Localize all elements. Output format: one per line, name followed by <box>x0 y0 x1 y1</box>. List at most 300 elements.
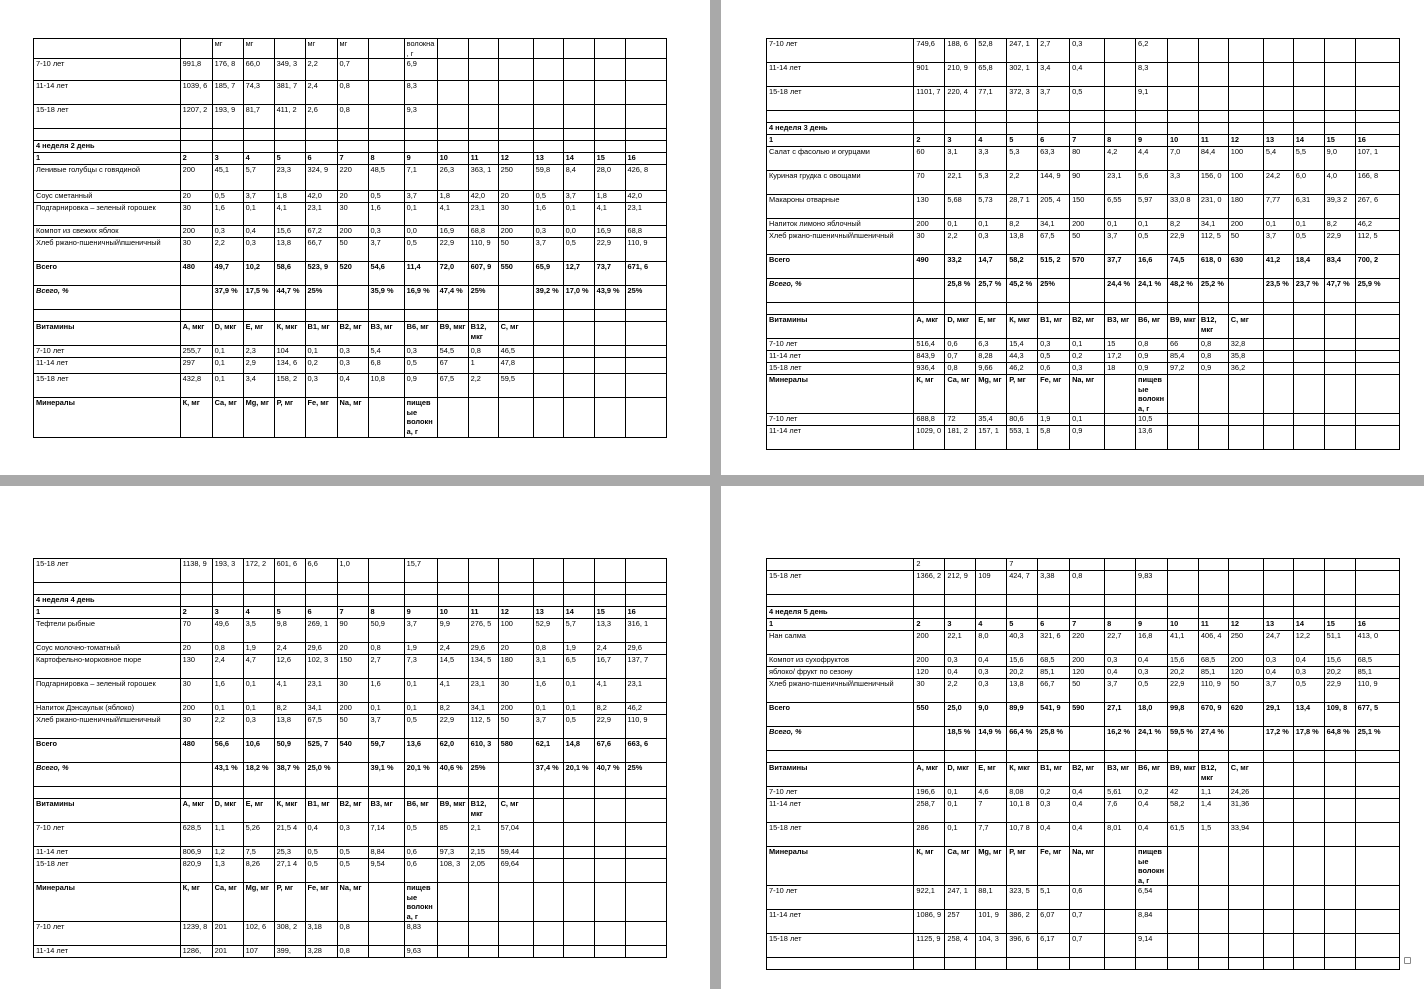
table-cell[interactable] <box>1105 607 1136 619</box>
table-cell[interactable]: 33,0 8 <box>1167 195 1198 219</box>
table-cell[interactable] <box>1293 351 1324 363</box>
table-cell[interactable]: 59,5 <box>498 374 533 398</box>
table-cell[interactable]: 1,8 <box>594 191 625 203</box>
table-cell[interactable]: 200 <box>180 226 212 238</box>
table-cell[interactable]: 22,9 <box>594 715 625 739</box>
table-cell[interactable] <box>498 787 533 799</box>
table-cell[interactable] <box>1324 607 1355 619</box>
table-cell[interactable]: 0,7 <box>1070 910 1105 934</box>
table-cell[interactable]: 269, 1 <box>305 619 337 643</box>
table-cell[interactable] <box>337 763 368 787</box>
table-cell[interactable] <box>368 883 404 922</box>
table-cell[interactable]: В9, мкг <box>437 322 468 346</box>
table-cell[interactable]: 112, 5 <box>468 715 498 739</box>
table-cell[interactable]: 2,7 <box>368 655 404 679</box>
table-cell[interactable]: 0,3 <box>533 226 563 238</box>
table-cell[interactable]: 12,2 <box>1293 631 1324 655</box>
table-cell[interactable] <box>945 303 976 315</box>
table-cell[interactable] <box>437 310 468 322</box>
table-cell[interactable] <box>1007 303 1038 315</box>
table-cell[interactable]: 59,44 <box>498 847 533 859</box>
table-cell[interactable]: 99,8 <box>1167 703 1198 727</box>
table-cell[interactable]: 316, 1 <box>625 619 666 643</box>
table-cell[interactable] <box>1263 958 1293 970</box>
table-cell[interactable]: Нан салма <box>767 631 914 655</box>
table-cell[interactable]: 30 <box>180 203 212 226</box>
table-cell[interactable] <box>1167 111 1198 123</box>
table-cell[interactable]: Витамины <box>767 763 914 787</box>
table-cell[interactable]: 22,9 <box>594 238 625 262</box>
table-cell[interactable] <box>1293 823 1324 847</box>
table-cell[interactable]: К, мкг <box>274 799 305 823</box>
table-cell[interactable] <box>337 141 368 153</box>
table-cell[interactable] <box>914 111 945 123</box>
table-cell[interactable]: 18 <box>1105 363 1136 375</box>
table-cell[interactable]: 5 <box>1007 135 1038 147</box>
table-cell[interactable] <box>437 39 468 59</box>
table-cell[interactable]: 363, 1 <box>468 165 498 191</box>
table-cell[interactable]: 8,28 <box>976 351 1007 363</box>
table-cell[interactable]: Е, мг <box>976 315 1007 339</box>
table-cell[interactable]: 372, 3 <box>1007 87 1038 111</box>
table-cell[interactable]: 1125, 9 <box>914 934 945 958</box>
table-cell[interactable]: В6, мг <box>404 322 437 346</box>
table-cell[interactable] <box>274 583 305 595</box>
table-cell[interactable] <box>1293 426 1324 450</box>
table-cell[interactable] <box>243 310 274 322</box>
table-cell[interactable]: 22,9 <box>1167 231 1198 255</box>
table-cell[interactable]: 620 <box>1228 703 1263 727</box>
table-cell[interactable]: 936,4 <box>914 363 945 375</box>
table-cell[interactable] <box>1263 363 1293 375</box>
table-cell[interactable] <box>498 398 533 437</box>
table-cell[interactable] <box>212 129 243 141</box>
table-cell[interactable]: 1,4 <box>1198 799 1228 823</box>
table-cell[interactable] <box>1355 958 1399 970</box>
table-cell[interactable]: яблоко/ фрукт по сезону <box>767 667 914 679</box>
table-cell[interactable] <box>1228 751 1263 763</box>
table-cell[interactable]: 0,1 <box>212 703 243 715</box>
table-cell[interactable]: 7,0 <box>1167 147 1198 171</box>
table-cell[interactable]: 0,3 <box>212 226 243 238</box>
resize-handle-icon[interactable] <box>1404 957 1411 964</box>
table-cell[interactable]: 67,6 <box>594 739 625 763</box>
table-cell[interactable]: Р, мг <box>1007 847 1038 886</box>
table-cell[interactable]: 663, 6 <box>625 739 666 763</box>
table-cell[interactable] <box>498 595 533 607</box>
table-cell[interactable] <box>1263 910 1293 934</box>
table-cell[interactable]: 66 <box>1167 339 1198 351</box>
table-cell[interactable] <box>563 374 594 398</box>
table-cell[interactable]: 6,55 <box>1105 195 1136 219</box>
table-cell[interactable]: 3 <box>212 607 243 619</box>
table-cell[interactable]: 35,8 <box>1228 351 1263 363</box>
table-cell[interactable]: 922,1 <box>914 886 945 910</box>
table-cell[interactable]: Са, мг <box>945 847 976 886</box>
table-cell[interactable] <box>1355 351 1399 363</box>
table-cell[interactable]: 45,1 <box>212 165 243 191</box>
table-cell[interactable]: 6,54 <box>1136 886 1168 910</box>
table-cell[interactable]: 220 <box>337 165 368 191</box>
table-cell[interactable]: 0,4 <box>1070 63 1105 87</box>
table-cell[interactable]: 25% <box>625 286 666 310</box>
table-cell[interactable]: 0,1 <box>404 679 437 703</box>
table-cell[interactable] <box>1105 934 1136 958</box>
table-cell[interactable]: 411, 2 <box>274 105 305 129</box>
table-cell[interactable]: 0,8 <box>337 81 368 105</box>
table-cell[interactable] <box>1228 111 1263 123</box>
table-cell[interactable]: 0,5 <box>533 191 563 203</box>
table-cell[interactable] <box>243 787 274 799</box>
table-cell[interactable]: 185, 7 <box>212 81 243 105</box>
table-cell[interactable] <box>1228 426 1263 450</box>
table-cell[interactable]: 2,1 <box>468 823 498 847</box>
table-cell[interactable]: 3,7 <box>1105 679 1136 703</box>
table-cell[interactable]: 5,6 <box>1136 171 1168 195</box>
table-cell[interactable]: 52,9 <box>533 619 563 643</box>
table-cell[interactable]: 7-10 лет <box>767 39 914 63</box>
table-cell[interactable]: 68,8 <box>468 226 498 238</box>
table-cell[interactable] <box>563 346 594 358</box>
table-cell[interactable]: 541, 9 <box>1038 703 1070 727</box>
table-cell[interactable] <box>1198 87 1228 111</box>
table-cell[interactable] <box>498 105 533 129</box>
table-cell[interactable]: 5,5 <box>1293 147 1324 171</box>
table-cell[interactable] <box>212 141 243 153</box>
table-cell[interactable]: 2,4 <box>305 81 337 105</box>
table-cell[interactable]: пищевые волокна, г <box>1136 847 1168 886</box>
table-cell[interactable]: Напиток Дэнсаулык (яблоко) <box>34 703 181 715</box>
table-cell[interactable] <box>625 141 666 153</box>
table-cell[interactable] <box>1293 39 1324 63</box>
table-cell[interactable] <box>1263 847 1293 886</box>
table-cell[interactable]: 0,4 <box>305 823 337 847</box>
table-cell[interactable]: 3,7 <box>368 715 404 739</box>
table-cell[interactable]: 37,4 % <box>533 763 563 787</box>
table-cell[interactable] <box>1263 763 1293 787</box>
table-cell[interactable] <box>368 141 404 153</box>
table-cell[interactable] <box>468 39 498 59</box>
table-cell[interactable] <box>1293 607 1324 619</box>
table-cell[interactable]: Mg, мг <box>976 847 1007 886</box>
table-cell[interactable] <box>305 129 337 141</box>
table-cell[interactable]: Na, мг <box>1070 847 1105 886</box>
table-cell[interactable] <box>625 883 666 922</box>
table-cell[interactable]: 1,9 <box>404 643 437 655</box>
table-cell[interactable]: 0,3 <box>1105 655 1136 667</box>
table-cell[interactable] <box>1324 595 1355 607</box>
table-cell[interactable]: 47,7 % <box>1324 279 1355 303</box>
table-cell[interactable] <box>1105 571 1136 595</box>
table-cell[interactable]: 0,4 <box>1263 667 1293 679</box>
table-cell[interactable]: 5,97 <box>1136 195 1168 219</box>
table-cell[interactable]: 205, 4 <box>1038 195 1070 219</box>
table-cell[interactable]: 8,26 <box>243 859 274 883</box>
table-cell[interactable]: 101, 9 <box>976 910 1007 934</box>
table-cell[interactable]: 58,2 <box>1007 255 1038 279</box>
table-cell[interactable] <box>180 595 212 607</box>
table-cell[interactable]: 580 <box>498 739 533 763</box>
table-cell[interactable] <box>594 559 625 583</box>
table-cell[interactable]: 50 <box>1070 231 1105 255</box>
table-cell[interactable]: 33,2 <box>945 255 976 279</box>
table-cell[interactable]: 1 <box>767 619 914 631</box>
table-cell[interactable]: 44,3 <box>1007 351 1038 363</box>
table-cell[interactable] <box>594 859 625 883</box>
table-cell[interactable]: 16,9 <box>437 226 468 238</box>
table-cell[interactable] <box>1355 111 1399 123</box>
table-cell[interactable]: 120 <box>1228 667 1263 679</box>
table-cell[interactable]: В6, мг <box>404 799 437 823</box>
table-cell[interactable]: 297 <box>180 358 212 374</box>
table-cell[interactable]: 30 <box>337 679 368 703</box>
table-cell[interactable]: 0,1 <box>243 679 274 703</box>
table-cell[interactable] <box>625 310 666 322</box>
table-cell[interactable] <box>945 559 976 571</box>
table-cell[interactable]: 5,4 <box>368 346 404 358</box>
table-cell[interactable] <box>437 398 468 437</box>
table-cell[interactable] <box>1293 847 1324 886</box>
table-cell[interactable]: 0,1 <box>404 703 437 715</box>
table-cell[interactable] <box>533 583 563 595</box>
table-cell[interactable] <box>594 81 625 105</box>
table-cell[interactable] <box>437 946 468 958</box>
table-cell[interactable] <box>1324 87 1355 111</box>
table-cell[interactable]: 54,6 <box>368 262 404 286</box>
table-cell[interactable]: Е, мг <box>243 322 274 346</box>
table-cell[interactable]: 3,38 <box>1038 571 1070 595</box>
table-cell[interactable]: 11-14 лет <box>767 910 914 934</box>
table-cell[interactable] <box>594 59 625 81</box>
table-cell[interactable]: 15,6 <box>1007 655 1038 667</box>
table-cell[interactable] <box>1263 886 1293 910</box>
table-cell[interactable] <box>1355 934 1399 958</box>
table-cell[interactable]: 1,9 <box>243 643 274 655</box>
table-cell[interactable]: 0,1 <box>212 374 243 398</box>
table-cell[interactable]: 23,1 <box>468 203 498 226</box>
table-cell[interactable]: 2,05 <box>468 859 498 883</box>
table-cell[interactable] <box>305 595 337 607</box>
table-cell[interactable]: 8,01 <box>1105 823 1136 847</box>
table-cell[interactable]: В1, мг <box>1038 763 1070 787</box>
table-cell[interactable]: 67,5 <box>305 715 337 739</box>
table-cell[interactable]: 16,2 % <box>1105 727 1136 751</box>
table-cell[interactable]: 2,9 <box>243 358 274 374</box>
table-cell[interactable]: 26,3 <box>437 165 468 191</box>
table-cell[interactable] <box>1324 111 1355 123</box>
table-cell[interactable] <box>1263 39 1293 63</box>
table-cell[interactable]: 0,6 <box>404 859 437 883</box>
table-cell[interactable] <box>1007 958 1038 970</box>
table-cell[interactable]: 1,1 <box>212 823 243 847</box>
table-cell[interactable] <box>498 286 533 310</box>
table-cell[interactable] <box>212 583 243 595</box>
table-cell[interactable]: В12, мкг <box>468 322 498 346</box>
table-cell[interactable]: В3, мг <box>368 799 404 823</box>
table-cell[interactable] <box>1198 595 1228 607</box>
table-cell[interactable] <box>1263 351 1293 363</box>
table-cell[interactable]: 247, 1 <box>1007 39 1038 63</box>
table-cell[interactable]: 1,2 <box>212 847 243 859</box>
table-cell[interactable]: 671, 6 <box>625 262 666 286</box>
table-cell[interactable] <box>1324 847 1355 886</box>
table-cell[interactable] <box>563 129 594 141</box>
table-cell[interactable]: 628,5 <box>180 823 212 847</box>
table-cell[interactable] <box>563 39 594 59</box>
table-cell[interactable]: 15-18 лет <box>767 571 914 595</box>
table-cell[interactable]: мг <box>212 39 243 59</box>
table-cell[interactable]: 258, 4 <box>945 934 976 958</box>
table-cell[interactable] <box>1355 571 1399 595</box>
table-cell[interactable]: 2,6 <box>305 105 337 129</box>
table-cell[interactable]: В9, мкг <box>1167 315 1198 339</box>
table-cell[interactable] <box>1324 787 1355 799</box>
table-cell[interactable]: 108, 3 <box>437 859 468 883</box>
table-cell[interactable]: 0,1 <box>945 799 976 823</box>
table-cell[interactable] <box>1293 315 1324 339</box>
table-cell[interactable]: 5 <box>274 153 305 165</box>
table-cell[interactable]: Mg, мг <box>243 398 274 437</box>
table-cell[interactable] <box>437 105 468 129</box>
table-cell[interactable]: 8,2 <box>1324 219 1355 231</box>
table-cell[interactable]: 11-14 лет <box>34 847 181 859</box>
table-cell[interactable] <box>914 751 945 763</box>
table-cell[interactable]: 90 <box>337 619 368 643</box>
table-cell[interactable]: В1, мг <box>305 322 337 346</box>
table-cell[interactable] <box>437 59 468 81</box>
table-cell[interactable] <box>1105 87 1136 111</box>
table-cell[interactable] <box>1105 886 1136 910</box>
table-cell[interactable] <box>34 787 181 799</box>
table-cell[interactable]: 11-14 лет <box>767 351 914 363</box>
table-cell[interactable] <box>437 129 468 141</box>
table-cell[interactable] <box>1263 595 1293 607</box>
table-cell[interactable] <box>404 129 437 141</box>
table-cell[interactable]: 0,8 <box>945 363 976 375</box>
table-cell[interactable]: 25,8 % <box>1038 727 1070 751</box>
table-cell[interactable] <box>180 286 212 310</box>
table-cell[interactable] <box>594 883 625 922</box>
table-cell[interactable]: 7,6 <box>1105 799 1136 823</box>
table-cell[interactable] <box>1136 595 1168 607</box>
table-cell[interactable]: 83,4 <box>1324 255 1355 279</box>
table-cell[interactable] <box>533 859 563 883</box>
table-cell[interactable] <box>1198 39 1228 63</box>
table-cell[interactable]: В6, мг <box>1136 763 1168 787</box>
table-cell[interactable]: 14,5 <box>437 655 468 679</box>
table-cell[interactable] <box>498 81 533 105</box>
table-cell[interactable] <box>1324 375 1355 414</box>
table-cell[interactable]: 0,9 <box>1198 363 1228 375</box>
table-cell[interactable] <box>34 583 181 595</box>
table-cell[interactable] <box>533 81 563 105</box>
table-cell[interactable]: пищевые волокна, г <box>404 883 437 922</box>
table-cell[interactable]: В3, мг <box>1105 315 1136 339</box>
table-cell[interactable]: 3,7 <box>1105 231 1136 255</box>
table-cell[interactable] <box>1293 339 1324 351</box>
table-cell[interactable]: 24,4 % <box>1105 279 1136 303</box>
table-cell[interactable] <box>594 799 625 823</box>
table-cell[interactable] <box>337 583 368 595</box>
table-cell[interactable]: 46,2 <box>1007 363 1038 375</box>
table-cell[interactable] <box>368 946 404 958</box>
table-cell[interactable]: Всего <box>34 262 181 286</box>
table-cell[interactable]: 13,8 <box>274 715 305 739</box>
table-cell[interactable] <box>533 787 563 799</box>
table-cell[interactable]: 62,0 <box>437 739 468 763</box>
table-cell[interactable] <box>404 310 437 322</box>
table-cell[interactable]: Fe, мг <box>1038 375 1070 414</box>
table-cell[interactable] <box>498 559 533 583</box>
table-cell[interactable]: 181, 2 <box>945 426 976 450</box>
table-cell[interactable] <box>1355 39 1399 63</box>
table-cell[interactable] <box>1007 751 1038 763</box>
table-cell[interactable] <box>1324 559 1355 571</box>
table-cell[interactable]: 7-10 лет <box>34 823 181 847</box>
table-cell[interactable]: 618, 0 <box>1198 255 1228 279</box>
table-cell[interactable] <box>625 322 666 346</box>
table-cell[interactable]: 1366, 2 <box>914 571 945 595</box>
table-cell[interactable]: 134, 6 <box>274 358 305 374</box>
table-cell[interactable]: 8 <box>1105 619 1136 631</box>
table-cell[interactable]: С, мг <box>498 799 533 823</box>
table-cell[interactable] <box>498 763 533 787</box>
table-cell[interactable] <box>625 823 666 847</box>
table-cell[interactable]: В6, мг <box>1136 315 1168 339</box>
table-cell[interactable]: 56,6 <box>212 739 243 763</box>
table-cell[interactable] <box>1324 123 1355 135</box>
table-cell[interactable] <box>594 310 625 322</box>
table-cell[interactable]: 8,2 <box>594 703 625 715</box>
table-cell[interactable] <box>594 374 625 398</box>
table-cell[interactable] <box>1167 63 1198 87</box>
table-cell[interactable]: 0,1 <box>1105 219 1136 231</box>
table-cell[interactable]: 0,5 <box>404 715 437 739</box>
table-cell[interactable]: 25,9 % <box>1355 279 1399 303</box>
table-cell[interactable]: 0,3 <box>337 358 368 374</box>
table-cell[interactable]: 48,5 <box>368 165 404 191</box>
table-cell[interactable]: 85,1 <box>1355 667 1399 679</box>
table-cell[interactable]: 11 <box>468 153 498 165</box>
table-cell[interactable]: 100 <box>498 619 533 643</box>
table-cell[interactable]: 14,9 % <box>976 727 1007 751</box>
table-cell[interactable]: 15-18 лет <box>767 87 914 111</box>
table-cell[interactable] <box>1105 847 1136 886</box>
table-cell[interactable] <box>767 595 914 607</box>
table-cell[interactable] <box>404 583 437 595</box>
table-cell[interactable] <box>1198 303 1228 315</box>
table-cell[interactable] <box>533 398 563 437</box>
table-cell[interactable]: 7,5 <box>243 847 274 859</box>
table-cell[interactable] <box>274 39 305 59</box>
table-cell[interactable]: 324, 9 <box>305 165 337 191</box>
table-cell[interactable] <box>212 595 243 607</box>
table-cell[interactable] <box>1167 375 1198 414</box>
table-cell[interactable] <box>914 958 945 970</box>
table-cell[interactable]: 102, 6 <box>243 922 274 946</box>
table-cell[interactable]: 8,3 <box>404 81 437 105</box>
table-cell[interactable]: 0,5 <box>368 191 404 203</box>
table-cell[interactable] <box>563 595 594 607</box>
table-cell[interactable]: 24,26 <box>1228 787 1263 799</box>
table-cell[interactable]: 3 <box>945 619 976 631</box>
table-cell[interactable] <box>1293 123 1324 135</box>
table-cell[interactable]: 4,1 <box>594 679 625 703</box>
table-cell[interactable]: 25,0 % <box>305 763 337 787</box>
table-cell[interactable]: Куриная грудка с овощами <box>767 171 914 195</box>
table-cell[interactable] <box>1228 123 1263 135</box>
table-cell[interactable]: 0,5 <box>563 715 594 739</box>
